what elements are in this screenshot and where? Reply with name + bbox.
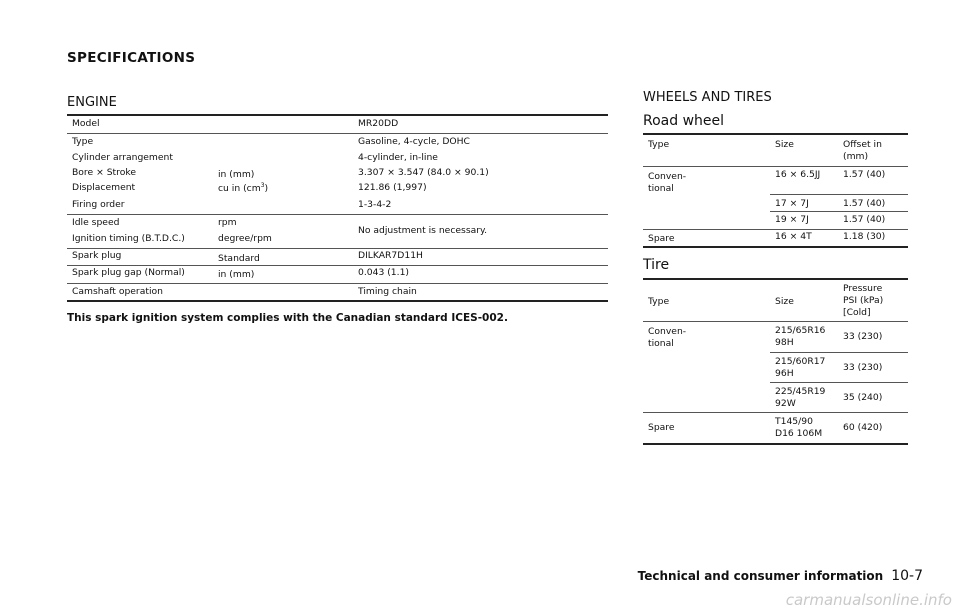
engine-cam-label: Camshaft operation (72, 286, 163, 297)
disp-unit-sup: 3 (260, 182, 265, 189)
road-wheel-rule (643, 229, 908, 230)
tire-row-size-1: 215/65R16 (775, 325, 826, 336)
rw-conv-1: Conven- (648, 171, 687, 182)
tire-row-pressure: 33 (230) (843, 331, 883, 342)
rw-header-type: Type (648, 139, 670, 150)
tire-bottom-rule (643, 443, 908, 445)
tire-conv-2: tional (648, 338, 674, 349)
road-wheel-rule (643, 166, 908, 167)
tire-spare-size-2: D16 106M (775, 428, 823, 439)
engine-heading: ENGINE (67, 95, 117, 110)
tire-row-pressure: 33 (230) (843, 362, 883, 373)
disp-unit-text: cu in (cm (218, 183, 261, 195)
rw-row-offset: 1.57 (40) (843, 214, 886, 225)
rw-row-offset: 1.57 (40) (843, 169, 886, 180)
rw-spare-size: 16 × 4T (775, 231, 812, 242)
engine-firing-label: Firing order (72, 199, 125, 210)
tire-header-pressure-3: [Cold] (843, 307, 871, 318)
engine-table-bottom-rule (67, 300, 608, 302)
engine-rule (67, 265, 608, 266)
wheels-heading: WHEELS AND TIRES (643, 90, 772, 105)
tire-row-size-1: 215/60R17 (775, 356, 826, 367)
engine-rule (67, 283, 608, 284)
watermark: carmanualsonline.info (785, 591, 952, 609)
engine-model-label: Model (72, 118, 100, 129)
tire-header-type: Type (648, 296, 670, 307)
rw-row-offset: 1.57 (40) (843, 198, 886, 209)
tire-row-pressure: 35 (240) (843, 392, 883, 403)
page-number: 10-7 (891, 568, 923, 584)
engine-disp-label: Displacement (72, 182, 136, 193)
tire-header-pressure-1: Pressure (843, 283, 883, 294)
engine-bore-label: Bore × Stroke (72, 167, 136, 178)
engine-gap-label: Spark plug gap (Normal) (72, 267, 185, 278)
engine-rule (67, 214, 608, 215)
engine-idle-ign-value: No adjustment is necessary. (358, 225, 488, 236)
engine-disp-unit (218, 183, 268, 195)
tire-top-rule (643, 278, 908, 280)
tire-rule (643, 412, 908, 413)
engine-plug-value: DILKAR7D11H (358, 250, 423, 261)
tire-rule (643, 321, 908, 322)
engine-rule (67, 248, 608, 249)
engine-ign-unit: degree/rpm (218, 233, 272, 244)
disp-unit-end: ) (264, 183, 269, 195)
tire-rule (770, 352, 908, 353)
page-title: SPECIFICATIONS (67, 50, 196, 66)
footer-section-title: Technical and consumer information (637, 569, 884, 583)
road-wheel-bottom-rule (643, 246, 908, 248)
engine-bore-value: 3.307 × 3.547 (84.0 × 90.1) (358, 167, 489, 178)
engine-ign-label: Ignition timing (B.T.D.C.) (72, 233, 185, 244)
tire-spare-type: Spare (648, 422, 675, 433)
tire-row-size-2: 98H (775, 337, 794, 348)
tire-row-size-1: 225/45R19 (775, 386, 826, 397)
engine-plug-unit: Standard (218, 253, 260, 264)
tire-row-size-2: 96H (775, 368, 794, 379)
rw-row-size: 17 × 7J (775, 198, 809, 209)
tire-conv-1: Conven- (648, 326, 687, 337)
rw-header-size: Size (775, 139, 794, 150)
tire-spare-pressure: 60 (420) (843, 422, 883, 433)
tire-heading: Tire (643, 257, 670, 273)
rw-conv-2: tional (648, 183, 674, 194)
tire-header-pressure-2: PSI (kPa) (843, 295, 884, 306)
engine-firing-value: 1-3-4-2 (358, 199, 392, 210)
engine-disp-value: 121.86 (1,997) (358, 182, 427, 193)
road-wheel-rule (770, 211, 908, 212)
rw-header-offset-1: Offset in (843, 139, 882, 150)
engine-type-label: Type (72, 136, 94, 147)
engine-table-top-rule (67, 114, 608, 116)
engine-model-value: MR20DD (358, 118, 399, 129)
engine-idle-label: Idle speed (72, 217, 120, 228)
tire-spare-size-1: T145/90 (775, 416, 813, 427)
tire-header-size: Size (775, 296, 794, 307)
engine-type-value: Gasoline, 4-cycle, DOHC (358, 136, 470, 147)
rw-header-offset-2: (mm) (843, 151, 869, 162)
engine-cyl-label: Cylinder arrangement (72, 152, 173, 163)
ices-note: This spark ignition system complies with the Canadian standard ICES-002. (67, 312, 508, 324)
engine-cyl-value: 4-cylinder, in-line (358, 152, 438, 163)
tire-rule (770, 382, 908, 383)
engine-rule (67, 133, 608, 134)
road-wheel-heading: Road wheel (643, 113, 725, 129)
rw-spare-type: Spare (648, 233, 675, 244)
engine-gap-unit: in (mm) (218, 269, 255, 280)
engine-cam-value: Timing chain (358, 286, 417, 297)
rw-row-size: 16 × 6.5JJ (775, 169, 821, 180)
page-footer (638, 568, 923, 584)
road-wheel-rule (770, 194, 908, 195)
engine-bore-unit: in (mm) (218, 169, 255, 180)
road-wheel-top-rule (643, 133, 908, 135)
rw-row-size: 19 × 7J (775, 214, 809, 225)
engine-idle-unit: rpm (218, 217, 237, 228)
engine-plug-label: Spark plug (72, 250, 122, 261)
rw-spare-offset: 1.18 (30) (843, 231, 886, 242)
tire-row-size-2: 92W (775, 398, 796, 409)
engine-gap-value: 0.043 (1.1) (358, 267, 410, 278)
